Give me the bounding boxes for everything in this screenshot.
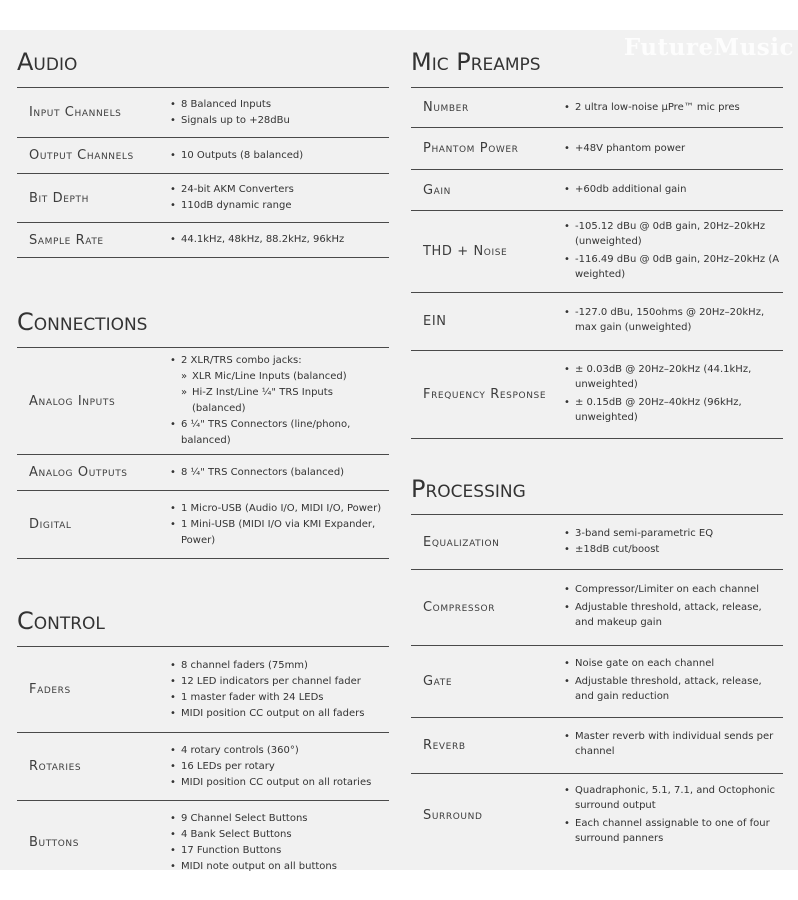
spec-value: • -116.49 dBu @ 0dB gain, 20Hz–20kHz (A weighted) <box>562 252 783 282</box>
spec-row <box>411 128 783 170</box>
spec-label: THD + Noise <box>411 211 562 293</box>
spec-value: • +48V phantom power <box>562 141 783 157</box>
spec-label: Output Channels <box>17 138 168 174</box>
spec-row <box>17 491 389 559</box>
spec-value: • 3-band semi-parametric EQ <box>562 526 783 542</box>
spec-value: • MIDI position CC output on all rotaries <box>168 775 389 791</box>
spec-row <box>411 211 783 293</box>
spec-row <box>17 348 389 455</box>
section-title-connections: Connections <box>17 308 148 336</box>
spec-row <box>17 801 389 885</box>
spec-value: • Signals up to +28dBu <box>168 113 389 129</box>
spec-value: • ±18dB cut/boost <box>562 542 783 558</box>
section-title-audio: Audio <box>17 48 78 76</box>
spec-label: Analog Outputs <box>17 455 168 491</box>
spec-row <box>411 170 783 211</box>
control-spec-table <box>17 646 389 885</box>
spec-row <box>411 88 783 128</box>
spec-value: • 44.1kHz, 48kHz, 88.2kHz, 96kHz <box>168 232 389 248</box>
mic-preamps-spec-table <box>411 87 783 439</box>
spec-value: • 1 master fader with 24 LEDs <box>168 690 389 706</box>
spec-value: • -127.0 dBu, 150ohms @ 20Hz–20kHz, max gain (unweighted) <box>562 305 783 335</box>
spec-label: Gain <box>411 170 562 211</box>
spec-value: • Quadraphonic, 5.1, 7.1, and Octophonic surround output <box>562 783 783 813</box>
spec-value: • 16 LEDs per rotary <box>168 759 389 775</box>
spec-row <box>17 647 389 733</box>
spec-value: • Master reverb with individual sends per channel <box>562 729 783 759</box>
spec-label: Reverb <box>411 718 562 774</box>
spec-value: • 4 rotary controls (360°) <box>168 743 389 759</box>
spec-value: • 8 channel faders (75mm) <box>168 658 389 674</box>
spec-value: • ± 0.15dB @ 20Hz–40kHz (96kHz, unweighted) <box>562 395 783 425</box>
spec-value: • +60db additional gain <box>562 182 783 198</box>
spec-label: Buttons <box>29 835 80 851</box>
spec-value: • MIDI position CC output on all faders <box>168 706 389 722</box>
spec-row <box>411 351 783 439</box>
spec-label: Surround <box>423 808 483 824</box>
section-title-mic-preamps: Mic Preamps <box>411 48 541 76</box>
spec-label: EIN <box>411 293 562 351</box>
spec-row <box>411 774 783 858</box>
spec-row <box>17 223 389 258</box>
spec-value: • MIDI note output on all buttons <box>168 859 389 875</box>
spec-label: Compressor <box>411 570 562 646</box>
spec-value: • 110dB dynamic range <box>168 198 389 214</box>
spec-row <box>411 570 783 646</box>
spec-value: • ± 0.03dB @ 20Hz–20kHz (44.1kHz, unweighted) <box>562 362 783 392</box>
spec-label: Frequency Response <box>411 351 562 439</box>
spec-value: • 12 LED indicators per channel fader <box>168 674 389 690</box>
spec-value: • 6 ¼" TRS Connectors (line/phono, balanced) <box>168 417 389 449</box>
spec-label: Phantom Power <box>411 128 562 170</box>
right-column <box>411 30 783 858</box>
spec-label: Analog Inputs <box>17 348 168 455</box>
spec-label: Gate <box>411 646 562 718</box>
spec-row <box>17 88 389 138</box>
spec-label: Digital <box>17 491 168 559</box>
spec-value: • 10 Outputs (8 balanced) <box>168 148 389 164</box>
spec-sub-value: » XLR Mic/Line Inputs (balanced) <box>168 369 389 385</box>
spec-value: • Adjustable threshold, attack, release, and gain reduction <box>562 674 783 704</box>
spec-label: Number <box>411 88 562 128</box>
audio-spec-table <box>17 87 389 258</box>
spec-value: • 24-bit AKM Converters <box>168 182 389 198</box>
spec-value: • 2 ultra low-noise µPre™ mic pres <box>562 100 783 116</box>
spec-row <box>411 293 783 351</box>
spec-row <box>411 515 783 570</box>
spec-row <box>17 138 389 174</box>
spec-label: Equalization <box>411 515 562 570</box>
spec-row <box>411 646 783 718</box>
spec-row <box>411 718 783 774</box>
spec-value: • Compressor/Limiter on each channel <box>562 582 783 597</box>
spec-value: • Noise gate on each channel <box>562 656 783 671</box>
spec-row <box>17 455 389 491</box>
spec-value: • 2 XLR/TRS combo jacks: <box>168 353 389 369</box>
spec-value: • 8 Balanced Inputs <box>168 97 389 113</box>
spec-value: • 17 Function Buttons <box>168 843 389 859</box>
connections-spec-table <box>17 347 389 559</box>
spec-value: • 4 Bank Select Buttons <box>168 827 389 843</box>
spec-label: Bit Depth <box>17 174 168 223</box>
watermark-logo: FutureMusic <box>623 34 794 61</box>
spec-row <box>17 174 389 223</box>
section-title-processing: Processing <box>411 475 526 503</box>
section-title-control: Control <box>17 607 105 635</box>
spec-value: • 1 Micro-USB (Audio I/O, MIDI I/O, Power) <box>168 501 389 517</box>
spec-value: • 1 Mini-USB (MIDI I/O via KMI Expander, Power) <box>168 517 389 549</box>
spec-value: • -105.12 dBu @ 0dB gain, 20Hz–20kHz (unweighted) <box>562 219 783 249</box>
spec-value: • Adjustable threshold, attack, release, and makeup gain <box>562 600 783 630</box>
spec-sub-value: » Hi-Z Inst/Line ¼" TRS Inputs (balanced) <box>168 385 389 417</box>
spec-label: Faders <box>17 647 168 733</box>
spec-value: • Each channel assignable to one of four surround panners <box>562 816 783 846</box>
spec-label: Input Channels <box>17 88 168 138</box>
spec-value: • 9 Channel Select Buttons <box>168 811 389 827</box>
spec-label: Rotaries <box>17 733 168 801</box>
spec-label: Sample Rate <box>17 223 168 258</box>
left-column <box>17 30 389 885</box>
processing-spec-table <box>411 514 783 858</box>
spec-value: • 8 ¼" TRS Connectors (balanced) <box>168 465 389 481</box>
spec-row <box>17 733 389 801</box>
